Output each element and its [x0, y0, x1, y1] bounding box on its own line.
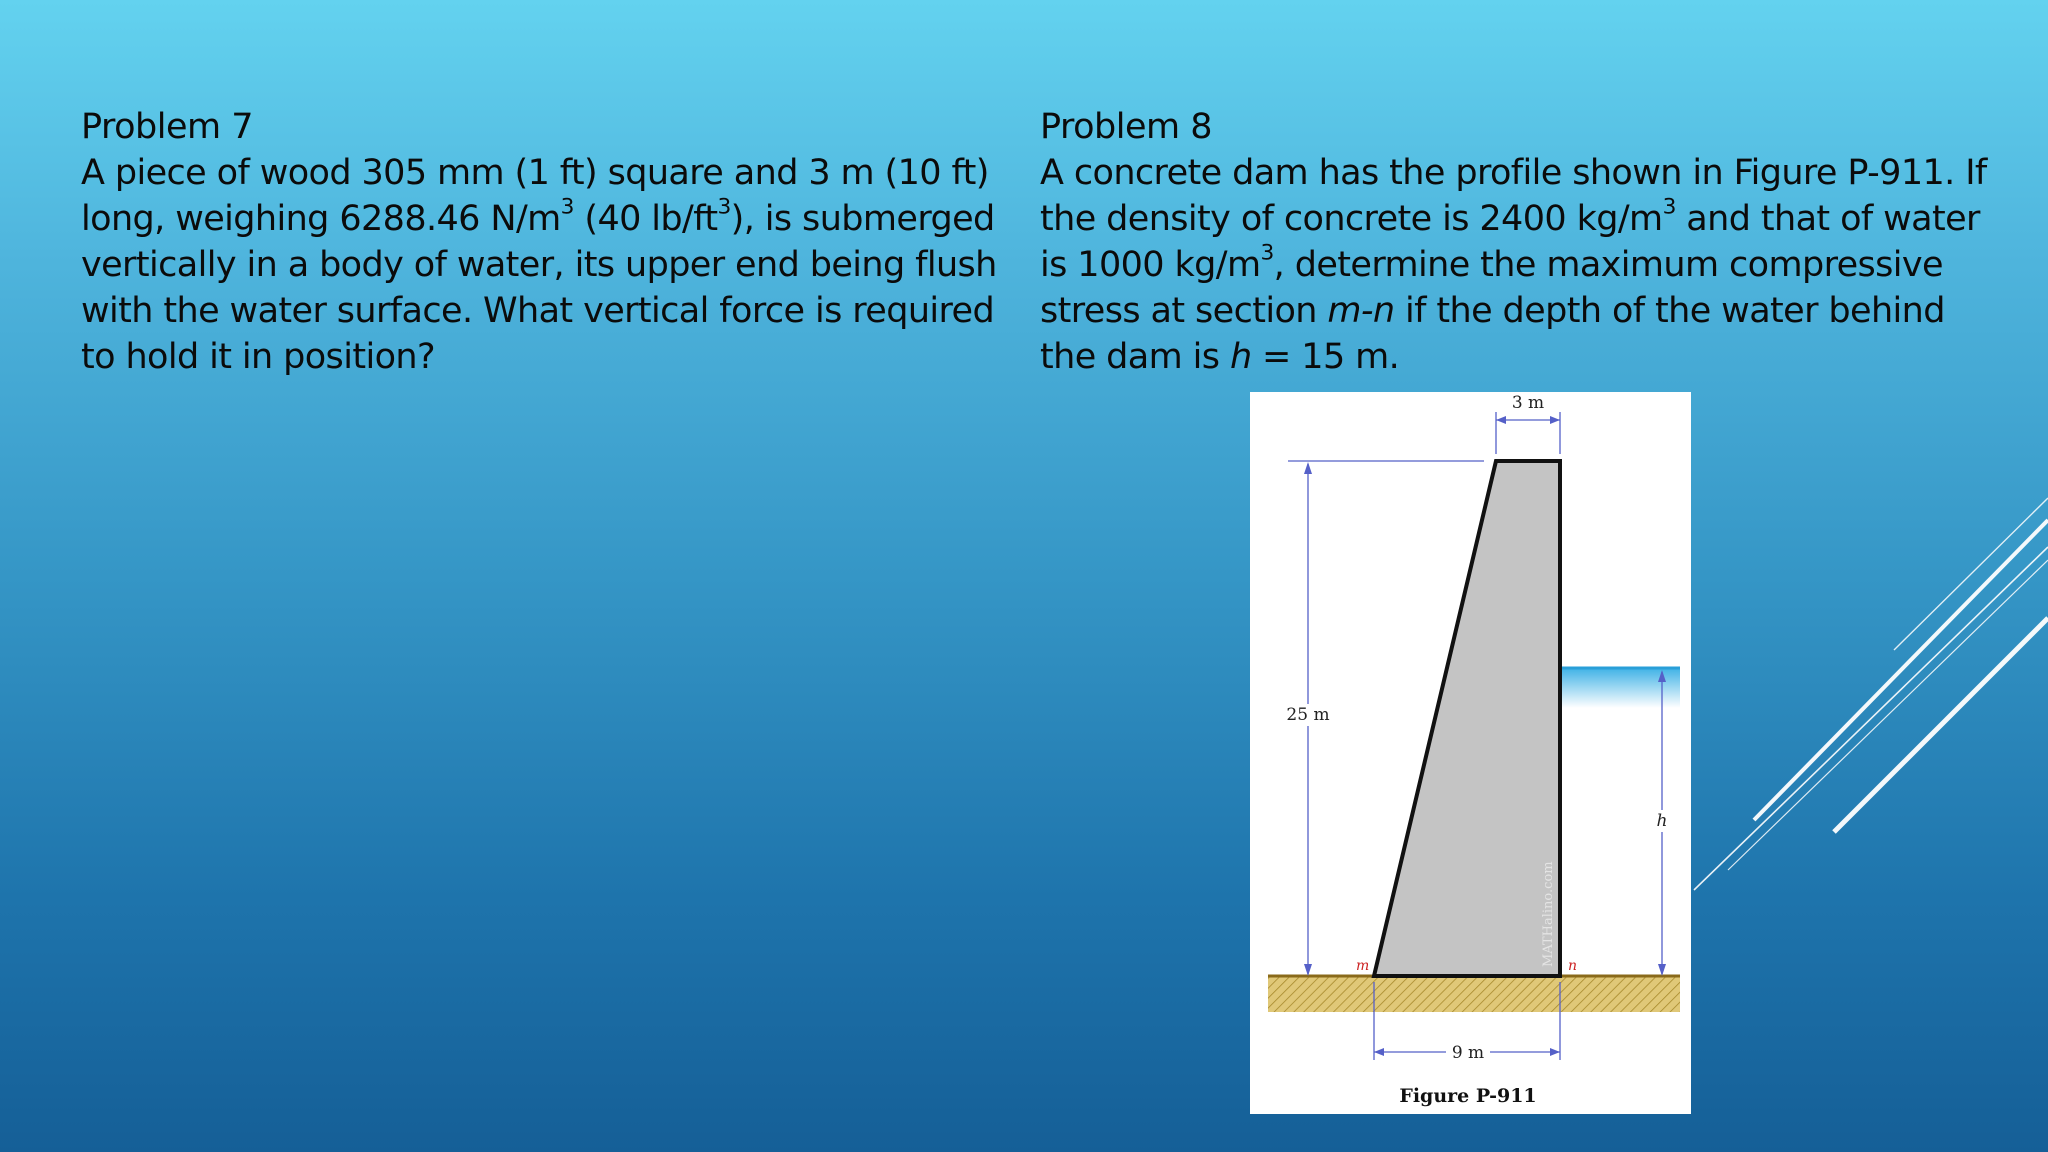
problem-8-line [1040, 196, 2000, 242]
dam-figure [1250, 392, 1691, 1114]
problem-7 [81, 104, 1011, 380]
text-run: if the depth of the water behind [1394, 291, 1945, 331]
deco-line [1754, 520, 2048, 820]
superscript: 3 [1260, 240, 1274, 266]
text-run: ), is submerged [730, 199, 995, 239]
text-run: and that of water [1675, 199, 1980, 239]
problem-8 [1040, 104, 2000, 380]
arrow-head [1496, 416, 1506, 424]
height-label: 25 m [1286, 705, 1330, 725]
problem-8-text [1040, 150, 2000, 380]
arrow-head [1658, 964, 1666, 976]
dam-diagram [1250, 392, 1691, 1114]
depth-symbol: h [1229, 337, 1252, 377]
deco-line [1894, 498, 2048, 650]
base-label: 9 m [1451, 1043, 1485, 1063]
section-label-n: n [1568, 958, 1578, 974]
problem-7-line: vertically in a body of water, its upper end being flush [81, 245, 997, 285]
deco-line [1834, 618, 2048, 832]
text-run: (40 lb/ft [573, 199, 718, 239]
problem-7-line: to hold it in position? [81, 337, 435, 377]
text-run: long, weighing 6288.46 N/m [81, 199, 561, 239]
arrow-head [1550, 1048, 1560, 1056]
problem-8-line [1040, 334, 2000, 380]
watermark: MATHalino.com [1541, 861, 1556, 967]
text-run: the density of concrete is 2400 kg/m [1040, 199, 1663, 239]
dam-profile [1374, 461, 1560, 976]
deco-line [1728, 560, 2048, 870]
ground-hatch [1268, 976, 1680, 1012]
arrow-head [1550, 416, 1560, 424]
superscript: 3 [717, 194, 731, 220]
text-run: = 15 m. [1251, 337, 1400, 377]
text-run: , determine the maximum compressive [1273, 245, 1943, 285]
arrow-head [1304, 462, 1312, 474]
arrow-head [1374, 1048, 1384, 1056]
section-symbol: m-n [1327, 291, 1395, 331]
problem-7-line: A piece of wood 305 mm (1 ft) square and 3 m (10 ft) [81, 153, 989, 193]
arrow-head [1304, 964, 1312, 976]
problem-8-line: A concrete dam has the profile shown in Figure P-911. If [1040, 153, 1987, 193]
problem-7-line: with the water surface. What vertical force is required [81, 291, 995, 331]
text-run: stress at section [1040, 291, 1328, 331]
text-run: the dam is [1040, 337, 1230, 377]
problem-7-line [81, 196, 1011, 242]
problem-8-line [1040, 242, 2000, 288]
problem-8-line [1040, 288, 2000, 334]
top-width-label: 3 m [1511, 393, 1545, 413]
problem-7-title: Problem 7 [81, 107, 253, 147]
problem-8-title: Problem 8 [1040, 107, 1212, 147]
superscript: 3 [1662, 194, 1676, 220]
depth-label: h [1656, 811, 1668, 831]
deco-line [1694, 547, 2048, 890]
section-label-m: m [1356, 958, 1370, 974]
text-run: is 1000 kg/m [1040, 245, 1261, 285]
figure-caption: Figure P-911 [1399, 1085, 1537, 1107]
superscript: 3 [560, 194, 574, 220]
problem-7-text [81, 150, 1011, 380]
